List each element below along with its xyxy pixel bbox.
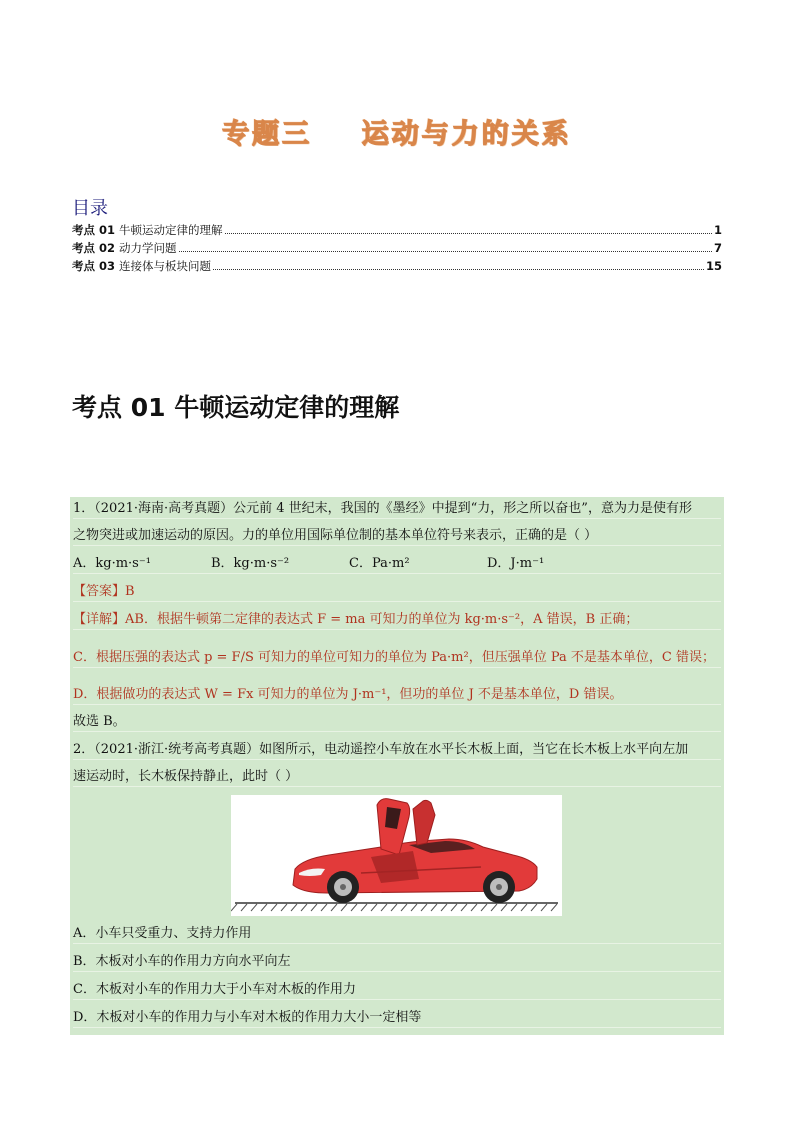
detail-line-3: D．根据做功的表达式 W = Fx 可知力的单位为 J·m⁻¹，但功的单位 J 不是基本单位，D 错误。 <box>73 686 721 705</box>
detail-line-2: C．根据压强的表达式 p = F/S 可知力的单位可知力的单位为 Pa·m²，但压强单位 Pa 不是基本单位，C 错误； <box>73 649 721 668</box>
choice-c: C．Pa·m² <box>349 556 410 571</box>
toc-item[interactable] <box>72 258 722 276</box>
toc-item-key: 考点 02 <box>72 241 116 255</box>
question-2-option-b: B．木板对小车的作用力方向水平向左 <box>73 953 721 972</box>
choice-a: A．kg·m·s⁻¹ <box>73 556 151 571</box>
table-of-contents <box>72 222 722 276</box>
toc-item-text: 牛顿运动定律的理解 <box>119 223 223 237</box>
toc-item-page: 15 <box>705 259 722 273</box>
toc-item-key: 考点 01 <box>72 223 116 237</box>
toc-item[interactable] <box>72 240 722 258</box>
question-2-option-a: A．小车只受重力、支持力作用 <box>73 925 721 944</box>
question-2-option-d: D．木板对小车的作用力与小车对木板的作用力大小一定相等 <box>73 1009 721 1028</box>
toc-item[interactable] <box>72 222 722 240</box>
question-1-choices <box>73 555 721 574</box>
choice-b: B．kg·m·s⁻² <box>211 556 290 571</box>
detail-line-1: 【详解】AB．根据牛顿第二定律的表达式 F = ma 可知力的单位为 kg·m·s⁻²，A 错误，B 正确； <box>73 611 721 630</box>
toc-item-key: 考点 03 <box>72 259 116 273</box>
question-1-stem: 1．（2021·海南·高考真题）公元前 4 世纪末，我国的《墨经》中提到“力，形之所以奋也”，意为力是使有形 <box>73 500 721 519</box>
question-1-stem-cont: 之物突进或加速运动的原因。力的单位用国际单位制的基本单位符号来表示，正确的是（ ） <box>73 527 721 546</box>
toy-car-image <box>231 795 562 916</box>
toc-leader <box>179 251 712 252</box>
toc-heading: 目录 <box>72 198 108 219</box>
section-heading: 考点 01 牛顿运动定律的理解 <box>72 393 400 422</box>
question-2-stem-cont: 速运动时，长木板保持静止，此时（ ） <box>73 768 721 787</box>
question-2-stem: 2．（2021·浙江·统考高考真题）如图所示，电动遥控小车放在水平长木板上面，当它在长木板上水平向左加 <box>73 741 721 760</box>
toy-car-illustration <box>231 795 562 916</box>
conclusion-line: 故选 B。 <box>73 713 721 732</box>
toc-leader <box>213 269 704 270</box>
question-box <box>70 497 724 1035</box>
toc-item-text: 动力学问题 <box>119 241 177 255</box>
toc-item-text: 连接体与板块问题 <box>119 259 212 273</box>
toc-item-page: 1 <box>713 223 722 237</box>
toc-leader <box>225 233 712 234</box>
question-2-option-c: C．木板对小车的作用力大于小车对木板的作用力 <box>73 981 721 1000</box>
choice-d: D．J·m⁻¹ <box>487 556 545 571</box>
answer-line: 【答案】B <box>73 583 721 602</box>
toc-item-page: 7 <box>713 241 722 255</box>
document-title: 专题三 运动与力的关系 <box>222 119 572 150</box>
